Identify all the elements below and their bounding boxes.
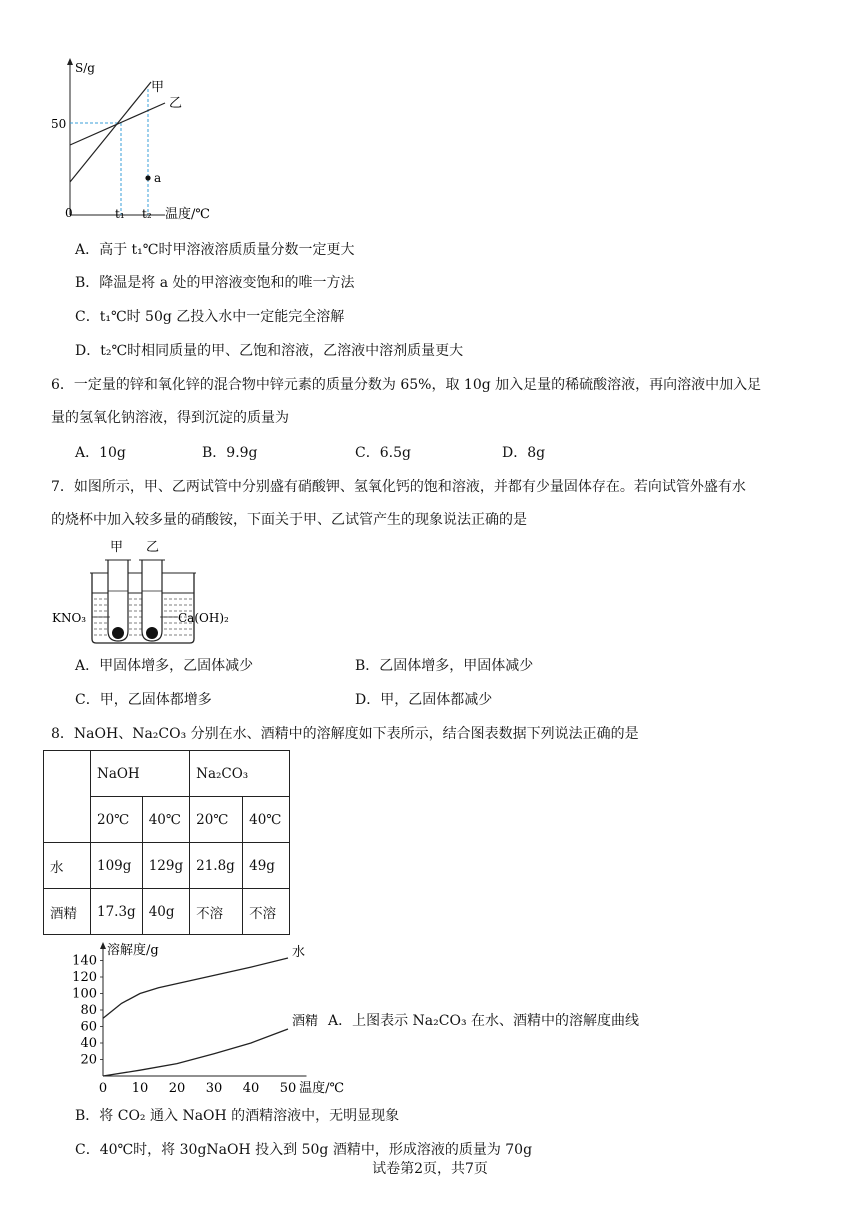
tube-label-yi: 乙 <box>146 540 160 555</box>
x-tick-label: 0 <box>98 1081 108 1096</box>
q6-option-d[interactable]: D．8g <box>502 445 546 461</box>
series-label: 酒精 <box>292 1013 319 1029</box>
q7-option-b[interactable]: B．乙固体增多，甲固体减少 <box>355 658 534 674</box>
series-label: 水 <box>292 945 306 961</box>
table-row <box>44 843 290 889</box>
q5-option-b[interactable]: B．降温是将 a 处的甲溶液变饱和的唯一方法 <box>75 275 355 291</box>
series-line-water <box>103 958 288 1018</box>
q5-option-d[interactable]: D．t₂℃时相同质量的甲、乙饱和溶液，乙溶液中溶剂质量更大 <box>75 343 464 359</box>
y-axis-arrow <box>100 942 106 949</box>
y-tick-label: 140 <box>72 953 97 969</box>
q6-option-b[interactable]: B．9.9g <box>202 445 258 461</box>
y-tick-label: 80 <box>80 1003 97 1018</box>
table-cell: 49g <box>243 843 290 889</box>
q7-stem-line1: 7．如图所示，甲、乙两试管中分别盛有硝酸钾、氢氧化钙的饱和溶液，并都有少量固体存在。若向试管外盛有水 <box>51 479 746 495</box>
test-tube-figure <box>50 535 240 650</box>
curve-label-jia: 甲 <box>151 80 165 95</box>
x-tick-label: 50 <box>279 1081 297 1096</box>
x-tick-label: 30 <box>205 1081 223 1096</box>
table-header-na2co3: Na₂CO₃ <box>190 751 290 797</box>
q6-stem-line2: 量的氢氧化钠溶液，得到沉淀的质量为 <box>51 410 289 426</box>
tick-t2: t₂ <box>142 207 152 221</box>
table-header-naoh: NaOH <box>91 751 190 797</box>
q7-stem-line2: 的烧杯中加入较多量的硝酸铵，下面关于甲、乙试管产生的现象说法正确的是 <box>51 512 527 528</box>
axis-label-x: 温度/℃ <box>165 207 210 222</box>
tick-50: 50 <box>51 117 67 131</box>
table-temp-cell: 40℃ <box>142 797 189 843</box>
y-tick-label: 60 <box>80 1019 97 1035</box>
q6-option-c[interactable]: C．6.5g <box>355 445 411 461</box>
q7-option-c[interactable]: C．甲，乙固体都增多 <box>75 692 212 708</box>
tube-label-jia: 甲 <box>110 540 124 555</box>
q8-option-c[interactable]: C．40℃时，将 30gNaOH 投入到 50g 酒精中，形成溶液的质量为 70g <box>75 1142 533 1158</box>
table-cell: 酒精 <box>44 889 91 935</box>
table-cell: 不溶 <box>190 889 243 935</box>
curve-label-yi: 乙 <box>169 96 183 111</box>
axis-label-x: 温度/℃ <box>299 1081 345 1096</box>
table-cell: 109g <box>91 843 143 889</box>
x-tick-label: 40 <box>242 1081 260 1096</box>
series-line-alcohol <box>103 1029 288 1076</box>
y-tick-label: 100 <box>72 986 97 1002</box>
axis-label-y: 溶解度/g <box>107 943 159 958</box>
q5-option-a[interactable]: A．高于 t₁℃时甲溶液溶质质量分数一定更大 <box>75 242 355 258</box>
q6-option-a[interactable]: A．10g <box>75 445 126 461</box>
table-temp-cell: 20℃ <box>91 797 143 843</box>
tick-t1: t₁ <box>115 207 125 221</box>
table-cell: 水 <box>44 843 91 889</box>
y-tick-label: 120 <box>72 970 97 985</box>
curve-yi <box>70 103 165 145</box>
solubility-chart <box>55 938 345 1098</box>
origin-label: 0 <box>65 206 73 220</box>
table-row <box>44 889 290 935</box>
table-temp-cell: 40℃ <box>243 797 290 843</box>
q7-option-d[interactable]: D．甲，乙固体都减少 <box>355 692 493 708</box>
axis-label-y: S/g <box>75 61 95 75</box>
curve-jia <box>70 82 151 182</box>
q8-option-a[interactable]: A．上图表示 Na₂CO₃ 在水、酒精中的溶解度曲线 <box>328 1013 640 1029</box>
q6-stem-line1: 6．一定量的锌和氧化锌的混合物中锌元素的质量分数为 65%，取 10g 加入足量的稀硫酸溶液，再向溶液中加入足 <box>51 377 762 393</box>
table-cell: 17.3g <box>91 889 143 935</box>
q7-option-a[interactable]: A．甲固体增多，乙固体减少 <box>75 658 254 674</box>
table-corner <box>44 751 91 843</box>
table-temp-cell: 20℃ <box>190 797 243 843</box>
page-footer: 试卷第2页，共7页 <box>372 1161 488 1177</box>
y-tick-label: 40 <box>80 1036 97 1051</box>
table-cell: 40g <box>142 889 189 935</box>
label-caoh2: Ca(OH)₂ <box>178 611 229 625</box>
point-label-a: a <box>154 171 162 185</box>
q5-option-c[interactable]: C．t₁℃时 50g 乙投入水中一定能完全溶解 <box>75 309 345 325</box>
q8-stem: 8．NaOH、Na₂CO₃ 分别在水、酒精中的溶解度如下表所示，结合图表数据下列说法正确的是 <box>51 726 639 742</box>
table-cell: 不溶 <box>243 889 290 935</box>
x-tick-label: 10 <box>131 1081 149 1096</box>
label-kno3: KNO₃ <box>52 611 87 625</box>
table-cell: 129g <box>142 843 189 889</box>
point-a <box>145 175 150 180</box>
table-cell: 21.8g <box>190 843 243 889</box>
solubility-figure-1 <box>45 55 235 227</box>
y-tick-label: 20 <box>80 1052 97 1068</box>
solubility-table <box>43 750 290 935</box>
x-tick-label: 20 <box>168 1081 186 1096</box>
q8-option-b[interactable]: B．将 CO₂ 通入 NaOH 的酒精溶液中，无明显现象 <box>75 1108 400 1124</box>
